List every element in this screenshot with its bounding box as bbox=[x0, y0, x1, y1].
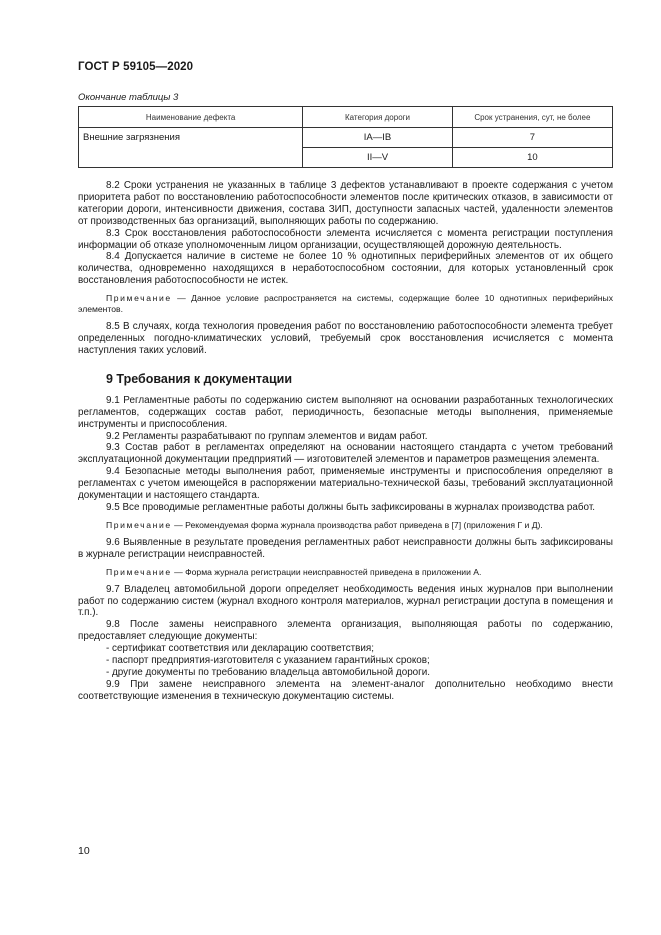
paragraph-9-9: 9.9 При замене неисправного элемента на элемент-аналог дополнительно необходимо внести соответствующие изменения в техническую документацию системы. bbox=[78, 678, 613, 702]
table-header-cell: Наименование дефекта bbox=[79, 107, 303, 128]
standard-header: ГОСТ Р 59105—2020 bbox=[78, 61, 194, 73]
paragraph-8-2: 8.2 Сроки устранения не указанных в таблице 3 дефектов устанавливают в проекте содержания с учетом приоритета работ по восстановлению работоспособности элементов после критических отказов, в зависимости от категории дороги, интенсивности движения, состава ЗИП, доступности запасных частей, удаленности элементов от производственных баз организаций, выполняющих работы по содержанию. bbox=[78, 180, 613, 227]
note-label: Примечание bbox=[106, 519, 172, 530]
table-caption: Окончание таблицы 3 bbox=[78, 92, 179, 103]
list-item: - паспорт предприятия-изготовителя с указанием гарантийных сроков; bbox=[106, 655, 430, 667]
table-cell-term: 10 bbox=[452, 148, 612, 168]
paragraph-9-2: 9.2 Регламенты разрабатывают по группам элементов и видам работ. bbox=[106, 430, 428, 442]
paragraph-9-4: 9.4 Безопасные методы выполнения работ, применяемые инструменты и приспособления определяют в регламентах с учетом имеющейся в распоряжении материально-технической базы, требований эксплуатационной документации и настоящего стандарта. bbox=[78, 466, 613, 502]
defects-table bbox=[78, 106, 613, 168]
table-cell-category: IA—IB bbox=[303, 128, 453, 148]
note-label: Примечание bbox=[106, 293, 172, 304]
paragraph-9-7: 9.7 Владелец автомобильной дороги определяет необходимость ведения иных журналов при выполнении работ по содержанию систем (журнал входного контроля материалов, журнал регистрации доступа в помещения и т.п.). bbox=[78, 583, 613, 619]
note-text: — Рекомендуемая форма журнала производства работ приведена в [7] (приложения Г и Д). bbox=[171, 519, 543, 530]
paragraph-8-5: 8.5 В случаях, когда технология проведения работ по восстановлению работоспособности элемента требует определенных погодно-климатических условий, требуемый срок восстановления исчисляется с момента наступления таких условий. bbox=[78, 321, 613, 356]
note-1 bbox=[78, 293, 613, 315]
paragraph-9-5: 9.5 Все проводимые регламентные работы должны быть зафиксированы в журналах производства работ. bbox=[106, 501, 596, 513]
paragraph-9-1: 9.1 Регламентные работы по содержанию систем выполняют на основании разработанных технологических регламентов, содержащих состав работ, периодичность, безопасные методы выполнения, применяемые инструменты и приспособления. bbox=[78, 394, 613, 430]
body-text bbox=[78, 180, 613, 703]
table-cell-category: II—V bbox=[303, 148, 453, 168]
note-text: — Форма журнала регистрации неисправностей приведена в приложении А. bbox=[171, 566, 482, 577]
note-label: Примечание bbox=[106, 566, 172, 577]
table-row bbox=[79, 128, 613, 148]
table-cell-defect: Внешние загрязнения bbox=[79, 128, 303, 168]
paragraph-9-3: 9.3 Состав работ в регламентах определяют на основании настоящего стандарта с учетом требований эксплуатационной документации предприятий — изготовителей элементов и параметров размещения элемента. bbox=[78, 442, 613, 466]
note-3 bbox=[78, 567, 613, 578]
paragraph-9-8: 9.8 После замены неисправного элемента организация, выполняющая работы по содержанию, предоставляет следующие документы: bbox=[78, 619, 613, 643]
note-2 bbox=[78, 520, 613, 531]
paragraph-8-4: 8.4 Допускается наличие в системе не более 10 % однотипных периферийных элементов от их общего количества, одновременно находящихся в неработоспособном состоянии, для которых установленный срок восстановления работоспособности не истек. bbox=[78, 251, 613, 287]
table-header-cell: Срок устранения, сут, не более bbox=[452, 107, 612, 128]
section-9-heading: 9 Требования к документации bbox=[106, 371, 293, 386]
page-number: 10 bbox=[78, 845, 90, 857]
paragraph-9-6: 9.6 Выявленные в результате проведения регламентных работ неисправности должны быть зафиксированы в журнале регистрации неисправностей. bbox=[78, 536, 613, 560]
table-header-cell: Категория дороги bbox=[303, 107, 453, 128]
table-header-row bbox=[79, 107, 613, 128]
paragraph-8-3: 8.3 Срок восстановления работоспособности элемента исчисляется с момента регистрации поступления информации об отказе уполномоченным лицом организации, осуществляющей дорожную деятельность. bbox=[78, 227, 613, 251]
note-text: — Данное условие распространяется на системы, содержащие более 10 однотипных периферийных элементов. bbox=[78, 293, 613, 315]
table-cell-term: 7 bbox=[452, 128, 612, 148]
list-item: - другие документы по требованию владельца автомобильной дороги. bbox=[106, 667, 431, 678]
list-item: - сертификат соответствия или декларацию соответствия; bbox=[106, 643, 375, 655]
